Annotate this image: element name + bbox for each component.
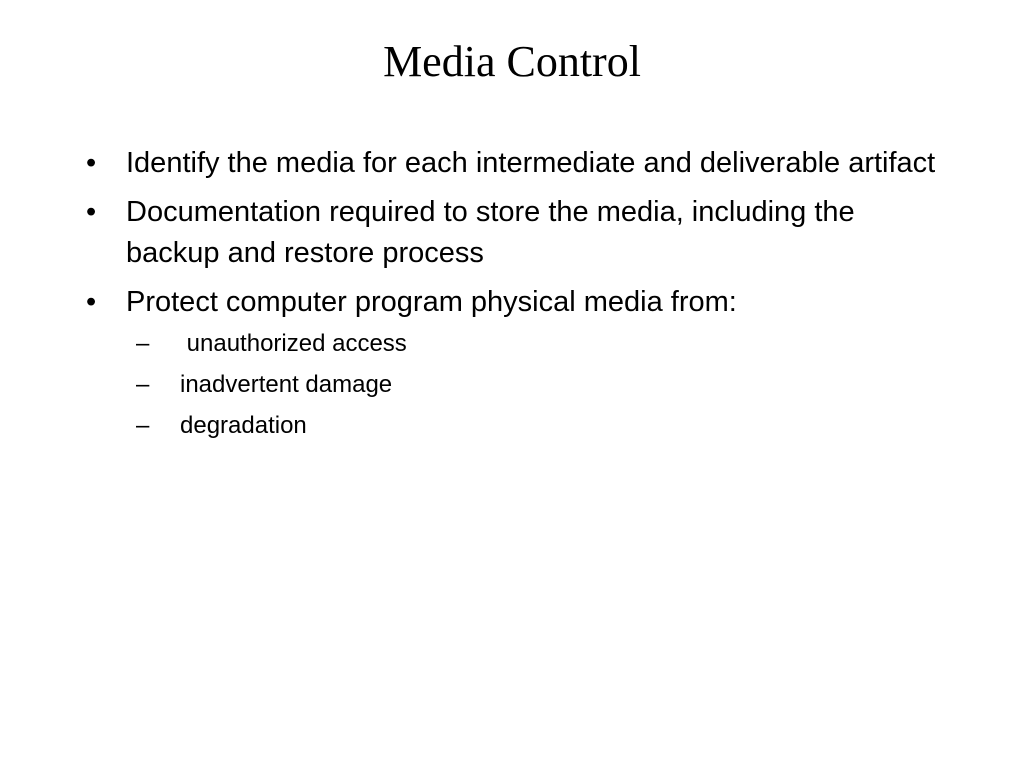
- sub-bullet-text: inadvertent damage: [180, 371, 393, 398]
- sub-bullet-item: [136, 327, 946, 360]
- dash-icon: –: [136, 330, 150, 357]
- bullet-text: Protect computer program physical media from:: [126, 286, 737, 318]
- sub-bullet-text: degradation: [180, 412, 307, 439]
- bullet-item: [86, 143, 946, 184]
- bullet-dot-icon: •: [86, 147, 97, 179]
- bullet-item: [86, 192, 946, 274]
- bullet-text: Documentation required to store the media, including the backup and restore process: [126, 196, 855, 269]
- bullet-dot-icon: •: [86, 196, 97, 228]
- bullet-item: [86, 282, 946, 442]
- bullet-list: [86, 143, 946, 450]
- bullet-text: Identify the media for each intermediate and deliverable artifact: [126, 147, 936, 179]
- bullet-dot-icon: •: [86, 286, 97, 318]
- sub-bullet-item: [136, 368, 946, 401]
- sub-bullet-list: [126, 327, 946, 442]
- slide-title: Media Control: [383, 37, 641, 86]
- dash-icon: –: [136, 371, 150, 398]
- dash-icon: –: [136, 412, 150, 439]
- sub-bullet-text: unauthorized access: [180, 330, 407, 357]
- sub-bullet-item: [136, 409, 946, 442]
